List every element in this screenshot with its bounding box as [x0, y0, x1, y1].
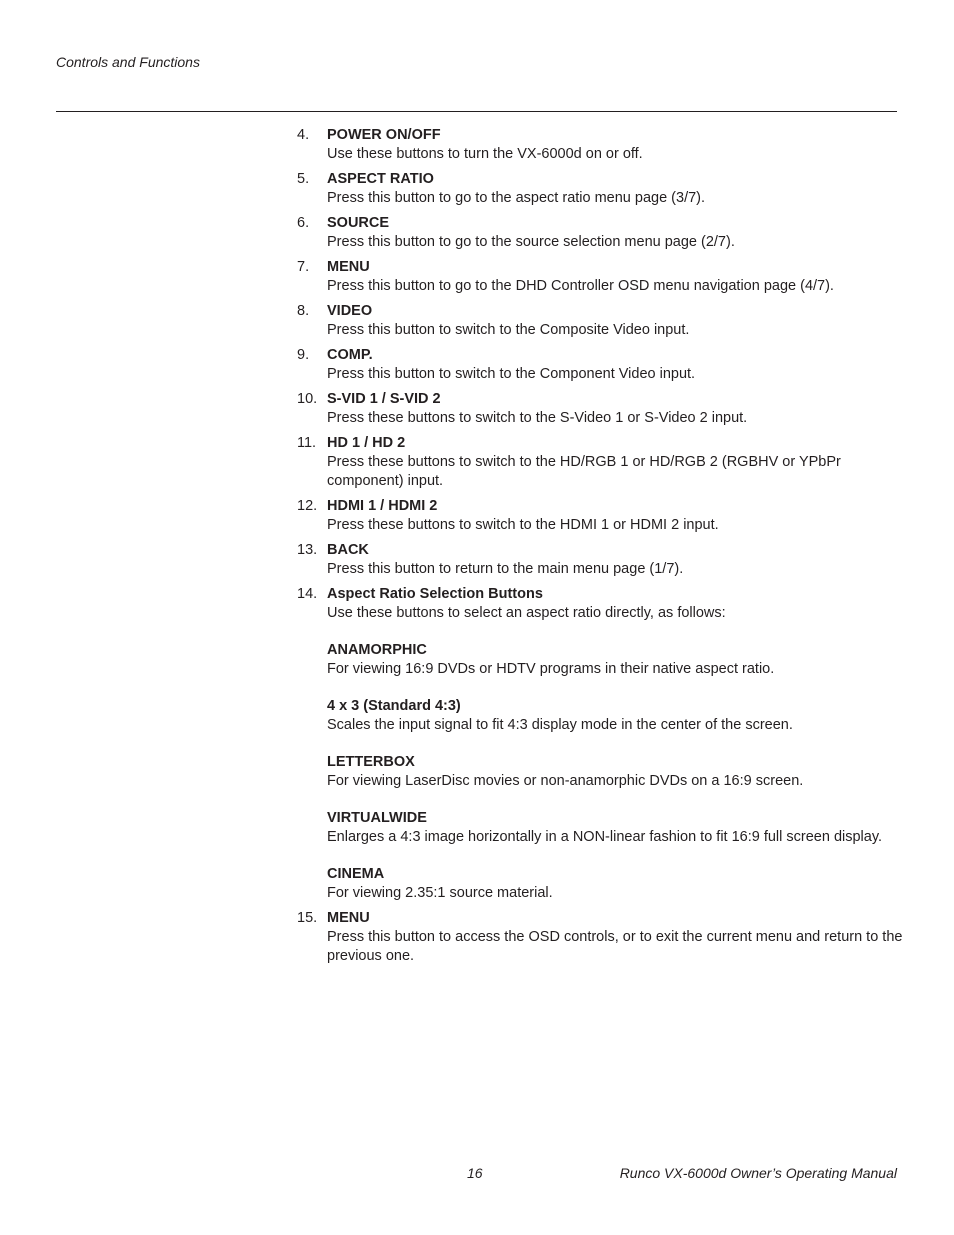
item-title: MENU	[327, 910, 370, 926]
item-number: 10.	[297, 391, 318, 407]
list-item	[297, 214, 907, 252]
manual-title: Runco VX-6000d Owner’s Operating Manual	[619, 1165, 897, 1181]
item-title: HDMI 1 / HDMI 2	[327, 498, 438, 514]
page-number: 16	[467, 1165, 483, 1181]
item-description: Use these buttons to select an aspect ratio directly, as follows:	[327, 605, 726, 621]
item-description: Press these buttons to switch to the HDMI 1 or HDMI 2 input.	[327, 517, 719, 533]
item-description: Press these buttons to switch to the S-Video 1 or S-Video 2 input.	[327, 410, 748, 426]
item-description: Press this button to switch to the Composite Video input.	[327, 322, 690, 338]
sub-item-description: For viewing LaserDisc movies or non-anamorphic DVDs on a 16:9 screen.	[327, 773, 804, 789]
item-description: Press this button to go to the aspect ratio menu page (3/7).	[327, 190, 706, 206]
item-title: ASPECT RATIO	[327, 171, 434, 187]
header-rule	[56, 111, 897, 112]
item-title: VIDEO	[327, 303, 373, 319]
item-title: COMP.	[327, 347, 373, 363]
item-title: HD 1 / HD 2	[327, 435, 406, 451]
sub-item-standard	[327, 697, 907, 735]
item-number: 12.	[297, 498, 318, 514]
sub-item-title: LETTERBOX	[327, 754, 415, 770]
sub-item-title: VIRTUALWIDE	[327, 810, 427, 826]
list-item	[297, 434, 907, 491]
item-description: Press these buttons to switch to the HD/RGB 1 or HD/RGB 2 (RGBHV or YPbPr component) input.	[327, 454, 841, 489]
sub-item-description: For viewing 16:9 DVDs or HDTV programs in their native aspect ratio.	[327, 661, 775, 677]
item-description: Press this button to go to the source selection menu page (2/7).	[327, 234, 735, 250]
list-item	[297, 258, 907, 296]
sub-item-description: Enlarges a 4:3 image horizontally in a NON-linear fashion to fit 16:9 full screen display.	[327, 829, 883, 845]
item-title: S-VID 1 / S-VID 2	[327, 391, 441, 407]
running-head: Controls and Functions	[56, 54, 200, 70]
item-description: Press this button to return to the main menu page (1/7).	[327, 561, 684, 577]
list-item	[297, 170, 907, 208]
sub-item-title: 4 x 3 (Standard 4:3)	[327, 698, 461, 714]
item-number: 13.	[297, 542, 318, 558]
item-number: 14.	[297, 586, 318, 602]
item-number: 15.	[297, 910, 318, 926]
list-item-aspect-ratio-buttons	[297, 585, 907, 903]
item-title: Aspect Ratio Selection Buttons	[327, 586, 543, 602]
content-list	[297, 126, 907, 972]
item-number: 5.	[297, 171, 310, 187]
item-description: Press this button to access the OSD controls, or to exit the current menu and return to the previous one.	[327, 929, 903, 964]
list-item	[297, 302, 907, 340]
list-item	[297, 390, 907, 428]
sub-item-title: ANAMORPHIC	[327, 642, 427, 658]
sub-item-description: For viewing 2.35:1 source material.	[327, 885, 553, 901]
item-title: BACK	[327, 542, 369, 558]
list-item	[297, 541, 907, 579]
list-item	[297, 909, 907, 966]
item-description: Press this button to go to the DHD Controller OSD menu navigation page (4/7).	[327, 278, 834, 294]
item-title: POWER ON/OFF	[327, 127, 441, 143]
list-item	[297, 126, 907, 164]
sub-item-description: Scales the input signal to fit 4:3 display mode in the center of the screen.	[327, 717, 793, 733]
item-number: 6.	[297, 215, 310, 231]
item-description: Press this button to switch to the Component Video input.	[327, 366, 696, 382]
item-number: 7.	[297, 259, 310, 275]
sub-item-anamorphic	[327, 641, 907, 679]
item-description: Use these buttons to turn the VX-6000d on or off.	[327, 146, 643, 162]
sub-item-title: CINEMA	[327, 866, 385, 882]
item-title: SOURCE	[327, 215, 390, 231]
sub-item-virtualwide	[327, 809, 907, 847]
item-number: 4.	[297, 127, 310, 143]
sub-item-cinema	[327, 865, 907, 903]
item-number: 11.	[297, 435, 317, 451]
list-item	[297, 497, 907, 535]
list-item	[297, 346, 907, 384]
item-title: MENU	[327, 259, 370, 275]
item-number: 9.	[297, 347, 310, 363]
sub-item-letterbox	[327, 753, 907, 791]
item-number: 8.	[297, 303, 310, 319]
